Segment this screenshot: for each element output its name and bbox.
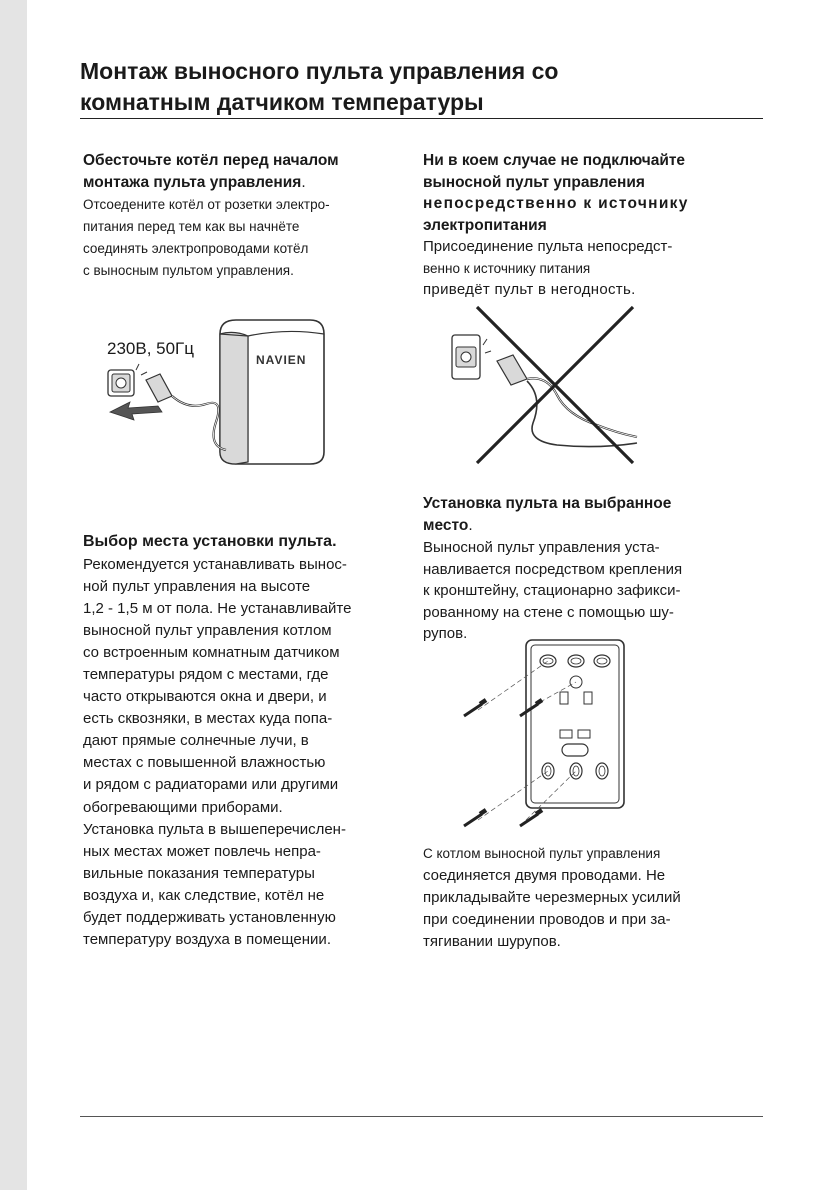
connection-body: С котлом выносной пульт управления соединяется двумя проводами. Не прикладывайте черезмерных усилий при соединении проводов и при за- тягивании шурупов.	[423, 846, 681, 950]
title-rule	[80, 118, 763, 119]
warning-section	[423, 150, 707, 301]
location-body: Рекомендуется устанавливать вынос- ной пульт управления на высоте 1,2 - 1,5 м от пола. Не устанавливайте выносной пульт управления котлом со встроенным комнатным датчиком температуры рядом с местами, где часто открываются окна и двери, и есть сквозняки, в местах куда попа- дают прямые солнечные лучи, в местах с повышенной влажностью и рядом с радиаторами или другими обогревающими приборами. Установка пульта в вышеперечислен- ных местах может повлечь непра- вильные показания температуры воздуха и, как следствие, котёл не будет поддерживать установленную температуру воздуха в помещении.	[83, 555, 352, 949]
location-heading: Выбор места установки пульта.	[83, 533, 337, 550]
bracket-screws-illustration	[460, 638, 630, 833]
warning-body: Присоединение пульта непосредст- венно к источнику питания приведёт пульт в негодность.	[423, 238, 673, 298]
screw-icon	[520, 810, 542, 826]
forbidden-connection-illustration	[447, 305, 647, 465]
footer-rule	[80, 1116, 763, 1117]
location-section	[83, 531, 361, 951]
title-line-2: комнатным датчиком температуры	[80, 89, 484, 115]
disconnect-section	[83, 150, 365, 282]
boiler-unplug-illustration	[96, 312, 336, 472]
brand-logo: NAVIEN	[256, 353, 307, 367]
connection-section	[423, 843, 701, 953]
voltage-label: 230В, 50Гц	[107, 339, 195, 358]
title-line-1: Монтаж выносного пульта управления со	[80, 58, 559, 84]
screw-icon	[464, 700, 486, 716]
warning-heading: Ни в коем случае не подключайте выносной пульт управления непосредственно к источнику электропитания	[423, 152, 689, 234]
mounting-heading: Установка пульта на выбранное место.	[423, 495, 672, 534]
page-title	[80, 56, 760, 118]
mounting-section	[423, 493, 699, 645]
disconnect-heading: Обесточьте котёл перед началом монтажа пульта управления.	[83, 152, 339, 191]
screw-icon	[464, 810, 486, 826]
disconnect-body: Отсоедените котёл от розетки электро- питания перед тем как вы начнёте соединять электропроводами котёл с выносным пультом управления.	[83, 197, 330, 278]
mounting-body: Выносной пульт управления уста- навливается посредством крепления к кронштейну, стационарно зафикси- рованному на стене с помощью шу- рупов.	[423, 539, 683, 642]
page-side-strip	[0, 0, 27, 1190]
